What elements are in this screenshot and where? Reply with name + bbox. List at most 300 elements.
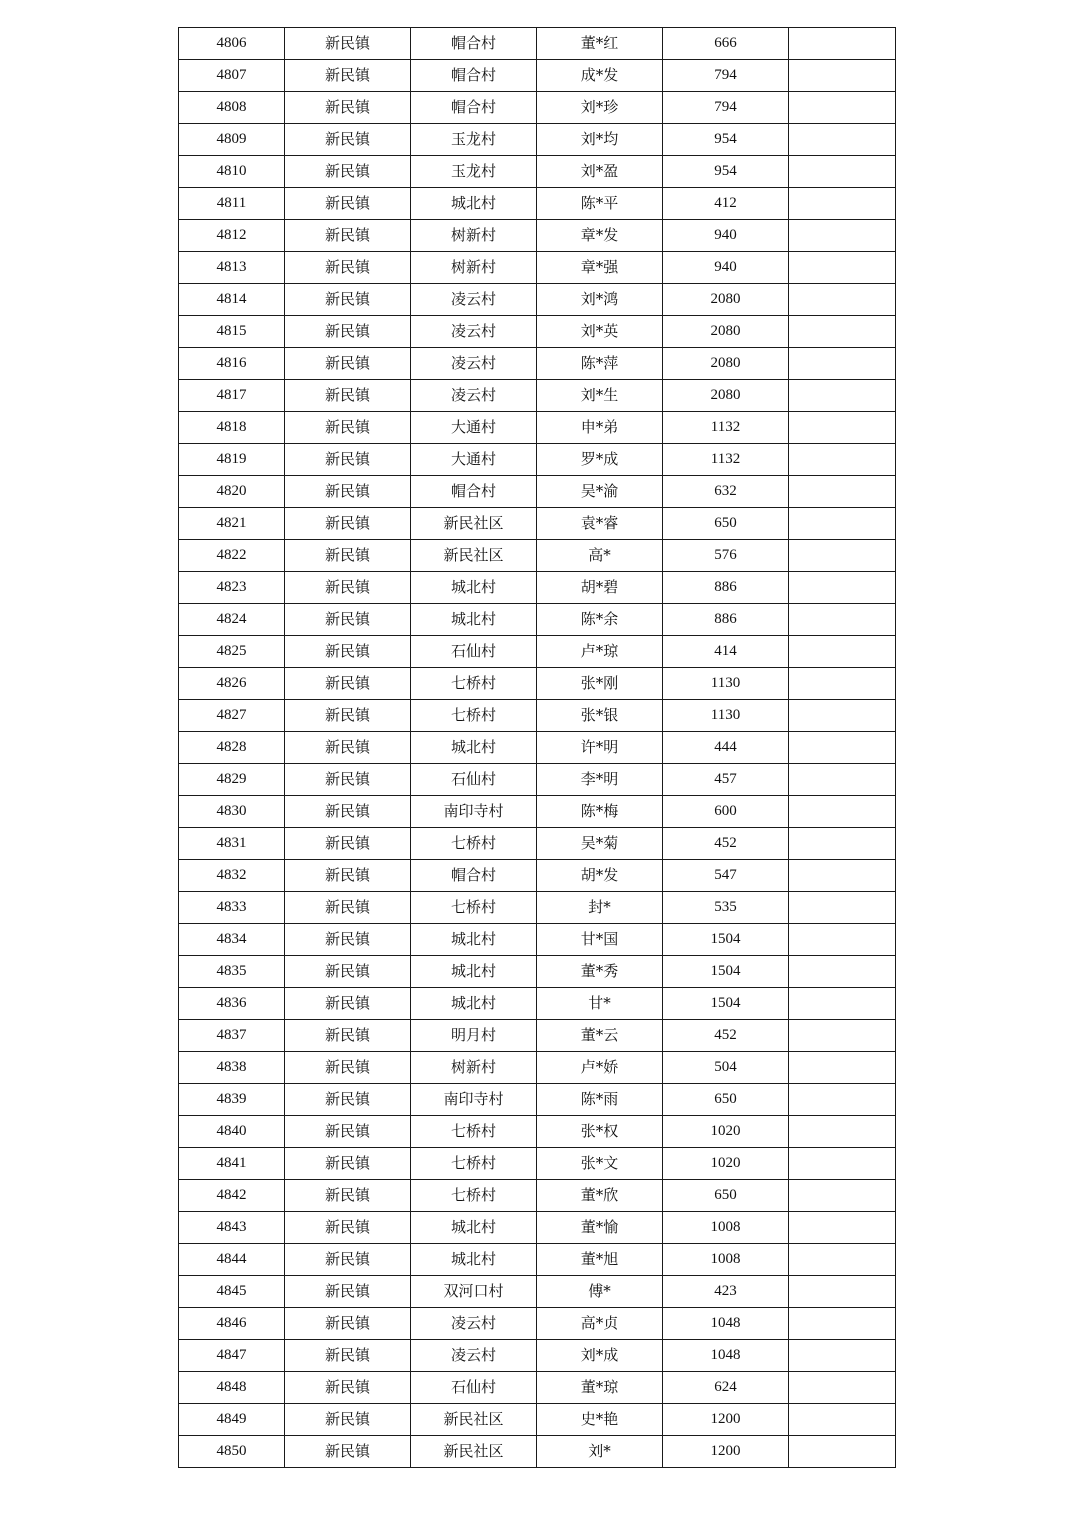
table-row xyxy=(179,124,896,156)
cell-town: 新民镇 xyxy=(285,1404,411,1436)
table-row xyxy=(179,1404,896,1436)
table-row xyxy=(179,1340,896,1372)
table-row xyxy=(179,188,896,220)
cell-note xyxy=(789,188,896,220)
cell-person-name: 陈*平 xyxy=(537,188,663,220)
cell-amount: 1130 xyxy=(663,700,789,732)
cell-note xyxy=(789,860,896,892)
cell-amount: 2080 xyxy=(663,380,789,412)
cell-town: 新民镇 xyxy=(285,860,411,892)
cell-person-name: 甘*国 xyxy=(537,924,663,956)
cell-village: 帽合村 xyxy=(411,28,537,60)
cell-village: 七桥村 xyxy=(411,1180,537,1212)
cell-town: 新民镇 xyxy=(285,1212,411,1244)
cell-serial-number: 4839 xyxy=(179,1084,285,1116)
cell-person-name: 刘*成 xyxy=(537,1340,663,1372)
cell-village: 树新村 xyxy=(411,1052,537,1084)
cell-person-name: 卢*琼 xyxy=(537,636,663,668)
cell-serial-number: 4846 xyxy=(179,1308,285,1340)
cell-person-name: 陈*萍 xyxy=(537,348,663,380)
cell-amount: 1504 xyxy=(663,988,789,1020)
cell-amount: 954 xyxy=(663,156,789,188)
cell-serial-number: 4815 xyxy=(179,316,285,348)
cell-village: 石仙村 xyxy=(411,764,537,796)
cell-note xyxy=(789,412,896,444)
cell-village: 城北村 xyxy=(411,1244,537,1276)
cell-amount: 2080 xyxy=(663,284,789,316)
cell-village: 凌云村 xyxy=(411,380,537,412)
cell-amount: 1020 xyxy=(663,1116,789,1148)
cell-note xyxy=(789,476,896,508)
cell-amount: 452 xyxy=(663,828,789,860)
cell-town: 新民镇 xyxy=(285,700,411,732)
cell-village: 城北村 xyxy=(411,604,537,636)
cell-town: 新民镇 xyxy=(285,60,411,92)
cell-person-name: 张*银 xyxy=(537,700,663,732)
cell-amount: 412 xyxy=(663,188,789,220)
cell-amount: 1200 xyxy=(663,1404,789,1436)
cell-person-name: 张*权 xyxy=(537,1116,663,1148)
cell-town: 新民镇 xyxy=(285,572,411,604)
cell-note xyxy=(789,1052,896,1084)
cell-note xyxy=(789,348,896,380)
cell-person-name: 董*欣 xyxy=(537,1180,663,1212)
cell-serial-number: 4832 xyxy=(179,860,285,892)
table-row xyxy=(179,220,896,252)
table-row xyxy=(179,572,896,604)
cell-serial-number: 4811 xyxy=(179,188,285,220)
cell-serial-number: 4845 xyxy=(179,1276,285,1308)
cell-town: 新民镇 xyxy=(285,92,411,124)
table-row xyxy=(179,764,896,796)
cell-person-name: 傅* xyxy=(537,1276,663,1308)
cell-town: 新民镇 xyxy=(285,1372,411,1404)
cell-serial-number: 4848 xyxy=(179,1372,285,1404)
cell-note xyxy=(789,508,896,540)
cell-note xyxy=(789,252,896,284)
cell-amount: 650 xyxy=(663,508,789,540)
cell-serial-number: 4850 xyxy=(179,1436,285,1468)
cell-serial-number: 4814 xyxy=(179,284,285,316)
cell-amount: 576 xyxy=(663,540,789,572)
cell-amount: 2080 xyxy=(663,348,789,380)
cell-village: 凌云村 xyxy=(411,1308,537,1340)
cell-village: 石仙村 xyxy=(411,636,537,668)
cell-serial-number: 4806 xyxy=(179,28,285,60)
cell-village: 南印寺村 xyxy=(411,796,537,828)
cell-note xyxy=(789,1180,896,1212)
cell-town: 新民镇 xyxy=(285,220,411,252)
cell-village: 凌云村 xyxy=(411,316,537,348)
cell-person-name: 章*强 xyxy=(537,252,663,284)
cell-amount: 1504 xyxy=(663,924,789,956)
cell-town: 新民镇 xyxy=(285,1180,411,1212)
cell-person-name: 袁*睿 xyxy=(537,508,663,540)
cell-note xyxy=(789,668,896,700)
cell-town: 新民镇 xyxy=(285,252,411,284)
table-row xyxy=(179,1372,896,1404)
table-row xyxy=(179,1020,896,1052)
table-row xyxy=(179,28,896,60)
cell-serial-number: 4838 xyxy=(179,1052,285,1084)
cell-serial-number: 4817 xyxy=(179,380,285,412)
cell-village: 城北村 xyxy=(411,988,537,1020)
cell-village: 七桥村 xyxy=(411,700,537,732)
cell-village: 帽合村 xyxy=(411,60,537,92)
cell-amount: 414 xyxy=(663,636,789,668)
cell-village: 帽合村 xyxy=(411,860,537,892)
table-row xyxy=(179,252,896,284)
cell-person-name: 董*红 xyxy=(537,28,663,60)
table-row xyxy=(179,444,896,476)
cell-person-name: 章*发 xyxy=(537,220,663,252)
cell-amount: 624 xyxy=(663,1372,789,1404)
cell-serial-number: 4818 xyxy=(179,412,285,444)
cell-town: 新民镇 xyxy=(285,1276,411,1308)
cell-note xyxy=(789,1340,896,1372)
cell-person-name: 甘* xyxy=(537,988,663,1020)
cell-amount: 535 xyxy=(663,892,789,924)
cell-person-name: 吴*渝 xyxy=(537,476,663,508)
cell-serial-number: 4828 xyxy=(179,732,285,764)
cell-village: 玉龙村 xyxy=(411,156,537,188)
cell-village: 城北村 xyxy=(411,956,537,988)
cell-note xyxy=(789,220,896,252)
cell-person-name: 董*愉 xyxy=(537,1212,663,1244)
cell-person-name: 陈*雨 xyxy=(537,1084,663,1116)
cell-town: 新民镇 xyxy=(285,188,411,220)
cell-town: 新民镇 xyxy=(285,1436,411,1468)
table-row xyxy=(179,1308,896,1340)
cell-town: 新民镇 xyxy=(285,444,411,476)
cell-town: 新民镇 xyxy=(285,956,411,988)
cell-note xyxy=(789,1372,896,1404)
cell-village: 凌云村 xyxy=(411,284,537,316)
cell-note xyxy=(789,700,896,732)
table-row xyxy=(179,828,896,860)
cell-town: 新民镇 xyxy=(285,1244,411,1276)
records-table-body xyxy=(179,28,896,1468)
cell-amount: 1504 xyxy=(663,956,789,988)
cell-note xyxy=(789,636,896,668)
cell-amount: 600 xyxy=(663,796,789,828)
cell-town: 新民镇 xyxy=(285,636,411,668)
cell-note xyxy=(789,572,896,604)
table-row xyxy=(179,1244,896,1276)
cell-village: 七桥村 xyxy=(411,1148,537,1180)
cell-person-name: 董*秀 xyxy=(537,956,663,988)
cell-town: 新民镇 xyxy=(285,988,411,1020)
cell-village: 双河口村 xyxy=(411,1276,537,1308)
cell-note xyxy=(789,1020,896,1052)
table-row xyxy=(179,92,896,124)
table-row xyxy=(179,1180,896,1212)
cell-serial-number: 4837 xyxy=(179,1020,285,1052)
cell-person-name: 罗*成 xyxy=(537,444,663,476)
cell-serial-number: 4843 xyxy=(179,1212,285,1244)
cell-note xyxy=(789,28,896,60)
cell-note xyxy=(789,1436,896,1468)
cell-town: 新民镇 xyxy=(285,124,411,156)
cell-serial-number: 4820 xyxy=(179,476,285,508)
cell-amount: 457 xyxy=(663,764,789,796)
cell-note xyxy=(789,1116,896,1148)
cell-note xyxy=(789,604,896,636)
cell-town: 新民镇 xyxy=(285,348,411,380)
cell-village: 帽合村 xyxy=(411,476,537,508)
cell-amount: 940 xyxy=(663,252,789,284)
cell-note xyxy=(789,380,896,412)
cell-serial-number: 4844 xyxy=(179,1244,285,1276)
cell-serial-number: 4823 xyxy=(179,572,285,604)
cell-serial-number: 4835 xyxy=(179,956,285,988)
cell-town: 新民镇 xyxy=(285,604,411,636)
cell-amount: 2080 xyxy=(663,316,789,348)
cell-village: 大通村 xyxy=(411,444,537,476)
cell-person-name: 成*发 xyxy=(537,60,663,92)
cell-village: 新民社区 xyxy=(411,1404,537,1436)
table-row xyxy=(179,540,896,572)
cell-person-name: 高* xyxy=(537,540,663,572)
cell-town: 新民镇 xyxy=(285,764,411,796)
cell-village: 新民社区 xyxy=(411,540,537,572)
cell-village: 南印寺村 xyxy=(411,1084,537,1116)
cell-serial-number: 4807 xyxy=(179,60,285,92)
cell-town: 新民镇 xyxy=(285,1084,411,1116)
table-row xyxy=(179,284,896,316)
cell-person-name: 刘*鸿 xyxy=(537,284,663,316)
cell-amount: 547 xyxy=(663,860,789,892)
cell-amount: 1132 xyxy=(663,444,789,476)
cell-serial-number: 4813 xyxy=(179,252,285,284)
table-row xyxy=(179,604,896,636)
cell-serial-number: 4849 xyxy=(179,1404,285,1436)
cell-person-name: 刘*珍 xyxy=(537,92,663,124)
cell-serial-number: 4812 xyxy=(179,220,285,252)
cell-note xyxy=(789,124,896,156)
cell-town: 新民镇 xyxy=(285,1340,411,1372)
cell-town: 新民镇 xyxy=(285,828,411,860)
cell-town: 新民镇 xyxy=(285,796,411,828)
cell-amount: 452 xyxy=(663,1020,789,1052)
cell-amount: 794 xyxy=(663,92,789,124)
cell-serial-number: 4841 xyxy=(179,1148,285,1180)
cell-note xyxy=(789,60,896,92)
table-row xyxy=(179,1084,896,1116)
cell-village: 城北村 xyxy=(411,1212,537,1244)
cell-person-name: 胡*碧 xyxy=(537,572,663,604)
cell-village: 明月村 xyxy=(411,1020,537,1052)
cell-village: 七桥村 xyxy=(411,668,537,700)
table-row xyxy=(179,156,896,188)
cell-serial-number: 4810 xyxy=(179,156,285,188)
cell-serial-number: 4842 xyxy=(179,1180,285,1212)
cell-person-name: 封* xyxy=(537,892,663,924)
cell-town: 新民镇 xyxy=(285,1020,411,1052)
cell-person-name: 高*贞 xyxy=(537,1308,663,1340)
cell-note xyxy=(789,764,896,796)
table-row xyxy=(179,988,896,1020)
cell-person-name: 董*云 xyxy=(537,1020,663,1052)
table-row xyxy=(179,892,896,924)
cell-village: 城北村 xyxy=(411,732,537,764)
table-row xyxy=(179,860,896,892)
cell-town: 新民镇 xyxy=(285,316,411,348)
cell-village: 七桥村 xyxy=(411,1116,537,1148)
cell-note xyxy=(789,924,896,956)
table-row xyxy=(179,1436,896,1468)
cell-village: 新民社区 xyxy=(411,508,537,540)
cell-town: 新民镇 xyxy=(285,412,411,444)
cell-town: 新民镇 xyxy=(285,28,411,60)
cell-note xyxy=(789,1276,896,1308)
cell-amount: 886 xyxy=(663,604,789,636)
cell-note xyxy=(789,1244,896,1276)
cell-serial-number: 4809 xyxy=(179,124,285,156)
cell-serial-number: 4847 xyxy=(179,1340,285,1372)
cell-village: 帽合村 xyxy=(411,92,537,124)
cell-person-name: 刘*生 xyxy=(537,380,663,412)
cell-amount: 632 xyxy=(663,476,789,508)
table-row xyxy=(179,796,896,828)
cell-note xyxy=(789,1084,896,1116)
cell-village: 玉龙村 xyxy=(411,124,537,156)
cell-serial-number: 4840 xyxy=(179,1116,285,1148)
cell-village: 七桥村 xyxy=(411,828,537,860)
cell-person-name: 李*明 xyxy=(537,764,663,796)
cell-person-name: 刘*均 xyxy=(537,124,663,156)
cell-note xyxy=(789,284,896,316)
records-table xyxy=(178,27,896,1468)
cell-person-name: 刘*盈 xyxy=(537,156,663,188)
table-row xyxy=(179,700,896,732)
cell-person-name: 吴*菊 xyxy=(537,828,663,860)
cell-town: 新民镇 xyxy=(285,508,411,540)
cell-amount: 940 xyxy=(663,220,789,252)
cell-town: 新民镇 xyxy=(285,380,411,412)
cell-note xyxy=(789,1148,896,1180)
cell-town: 新民镇 xyxy=(285,924,411,956)
cell-town: 新民镇 xyxy=(285,540,411,572)
cell-town: 新民镇 xyxy=(285,892,411,924)
cell-note xyxy=(789,828,896,860)
cell-person-name: 许*明 xyxy=(537,732,663,764)
cell-person-name: 史*艳 xyxy=(537,1404,663,1436)
cell-amount: 954 xyxy=(663,124,789,156)
cell-person-name: 张*刚 xyxy=(537,668,663,700)
cell-village: 城北村 xyxy=(411,188,537,220)
cell-village: 城北村 xyxy=(411,924,537,956)
cell-amount: 1048 xyxy=(663,1340,789,1372)
cell-note xyxy=(789,156,896,188)
cell-amount: 650 xyxy=(663,1180,789,1212)
cell-serial-number: 4822 xyxy=(179,540,285,572)
cell-town: 新民镇 xyxy=(285,476,411,508)
cell-serial-number: 4836 xyxy=(179,988,285,1020)
cell-serial-number: 4826 xyxy=(179,668,285,700)
cell-town: 新民镇 xyxy=(285,668,411,700)
cell-note xyxy=(789,540,896,572)
cell-village: 树新村 xyxy=(411,252,537,284)
cell-serial-number: 4808 xyxy=(179,92,285,124)
cell-person-name: 胡*发 xyxy=(537,860,663,892)
cell-note xyxy=(789,1404,896,1436)
table-row xyxy=(179,1052,896,1084)
cell-amount: 886 xyxy=(663,572,789,604)
cell-amount: 1132 xyxy=(663,412,789,444)
cell-village: 新民社区 xyxy=(411,1436,537,1468)
cell-note xyxy=(789,732,896,764)
cell-amount: 1008 xyxy=(663,1244,789,1276)
cell-person-name: 卢*娇 xyxy=(537,1052,663,1084)
cell-amount: 423 xyxy=(663,1276,789,1308)
cell-serial-number: 4833 xyxy=(179,892,285,924)
table-row xyxy=(179,668,896,700)
cell-village: 凌云村 xyxy=(411,1340,537,1372)
cell-serial-number: 4819 xyxy=(179,444,285,476)
cell-person-name: 陈*余 xyxy=(537,604,663,636)
cell-village: 石仙村 xyxy=(411,1372,537,1404)
cell-town: 新民镇 xyxy=(285,1148,411,1180)
table-row xyxy=(179,924,896,956)
table-row xyxy=(179,956,896,988)
cell-serial-number: 4824 xyxy=(179,604,285,636)
cell-note xyxy=(789,92,896,124)
cell-serial-number: 4829 xyxy=(179,764,285,796)
cell-serial-number: 4821 xyxy=(179,508,285,540)
cell-person-name: 刘*英 xyxy=(537,316,663,348)
cell-note xyxy=(789,956,896,988)
cell-note xyxy=(789,988,896,1020)
cell-village: 大通村 xyxy=(411,412,537,444)
table-row xyxy=(179,1148,896,1180)
cell-serial-number: 4831 xyxy=(179,828,285,860)
cell-amount: 1020 xyxy=(663,1148,789,1180)
table-row xyxy=(179,476,896,508)
cell-serial-number: 4825 xyxy=(179,636,285,668)
cell-person-name: 陈*梅 xyxy=(537,796,663,828)
cell-note xyxy=(789,796,896,828)
cell-note xyxy=(789,444,896,476)
table-row xyxy=(179,412,896,444)
cell-town: 新民镇 xyxy=(285,1308,411,1340)
table-row xyxy=(179,1212,896,1244)
table-row xyxy=(179,316,896,348)
cell-amount: 794 xyxy=(663,60,789,92)
table-row xyxy=(179,348,896,380)
table-row xyxy=(179,380,896,412)
cell-village: 城北村 xyxy=(411,572,537,604)
cell-amount: 1048 xyxy=(663,1308,789,1340)
cell-town: 新民镇 xyxy=(285,1116,411,1148)
table-row xyxy=(179,636,896,668)
cell-village: 凌云村 xyxy=(411,348,537,380)
cell-town: 新民镇 xyxy=(285,284,411,316)
cell-village: 七桥村 xyxy=(411,892,537,924)
table-row xyxy=(179,732,896,764)
cell-amount: 1008 xyxy=(663,1212,789,1244)
cell-note xyxy=(789,1308,896,1340)
table-row xyxy=(179,508,896,540)
table-row xyxy=(179,1276,896,1308)
table-row xyxy=(179,1116,896,1148)
table-row xyxy=(179,60,896,92)
cell-note xyxy=(789,892,896,924)
cell-serial-number: 4830 xyxy=(179,796,285,828)
cell-amount: 666 xyxy=(663,28,789,60)
cell-serial-number: 4816 xyxy=(179,348,285,380)
cell-amount: 1130 xyxy=(663,668,789,700)
